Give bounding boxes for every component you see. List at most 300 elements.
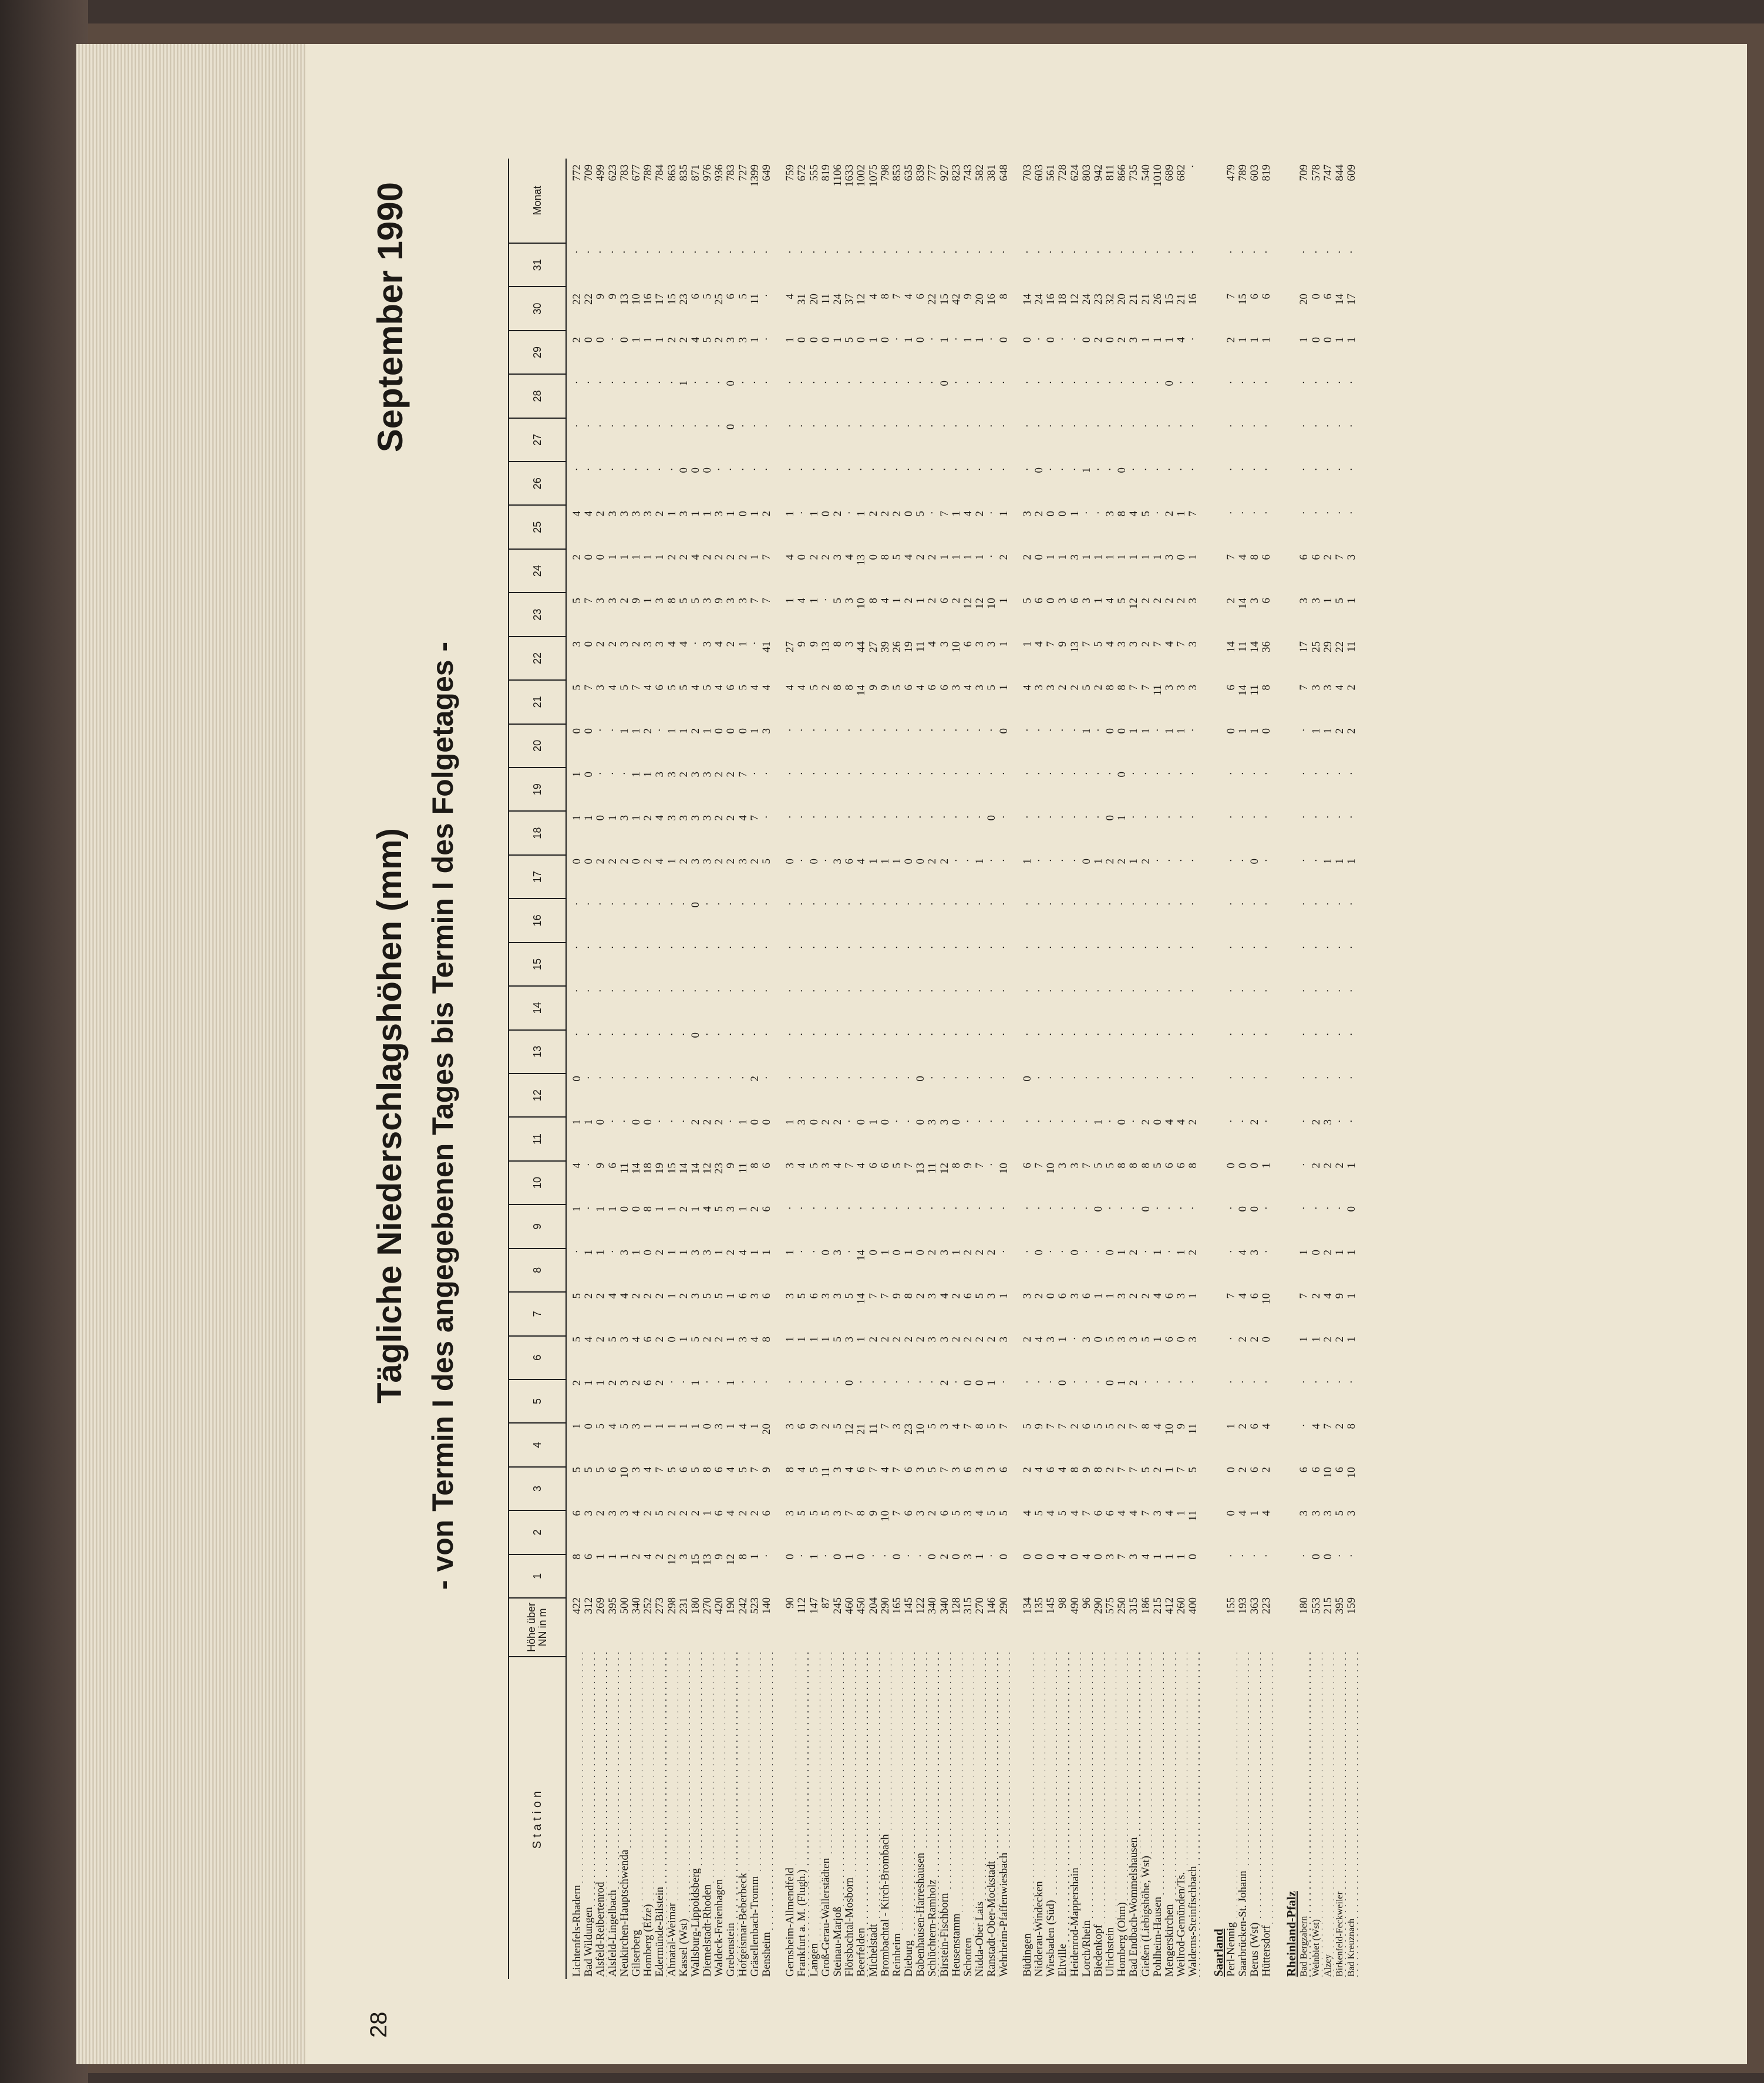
day-value: 4 — [760, 685, 773, 691]
day-value: 0 — [819, 337, 832, 343]
day-value: 3 — [1045, 685, 1058, 691]
day-value: · — [985, 1206, 998, 1210]
day-value: 7 — [1139, 1510, 1152, 1516]
day-value: 0 — [594, 554, 607, 560]
header-day: 6 — [509, 1337, 565, 1380]
day-value: 2 — [1068, 685, 1081, 691]
day-value: 9 — [713, 1554, 726, 1560]
day-value: 8 — [736, 1554, 749, 1560]
day-value: 23 — [677, 294, 690, 305]
station-cell — [939, 1650, 951, 1979]
day-value: 0 — [819, 511, 832, 517]
station-name: Lorch/Rhein — [1080, 1920, 1093, 1977]
header-day: 14 — [509, 987, 565, 1030]
day-value: · — [997, 1206, 1010, 1210]
day-value: 8 — [571, 1554, 583, 1560]
day-value: · — [1298, 728, 1311, 732]
day-value: 1 — [784, 511, 797, 517]
day-value: · — [1139, 815, 1152, 819]
day-value: 3 — [606, 1510, 619, 1516]
day-value: · — [760, 1076, 773, 1080]
day-value: 1 — [1345, 859, 1358, 864]
day-value: 7 — [1080, 641, 1093, 647]
day-value: · — [855, 989, 868, 993]
day-value: 7 — [878, 1424, 891, 1429]
station-height: 242 — [736, 1597, 749, 1614]
day-value: · — [938, 989, 951, 993]
day-value: · — [1021, 424, 1034, 428]
month-total: 703 — [1021, 164, 1034, 181]
day-value: · — [914, 772, 927, 776]
day-value: · — [1068, 902, 1081, 906]
day-value: · — [760, 772, 773, 776]
day-value: 4 — [713, 685, 726, 691]
day-value: 2 — [831, 511, 844, 517]
day-value: 4 — [903, 294, 915, 300]
day-value: · — [962, 902, 974, 906]
day-value: 1 — [629, 772, 642, 778]
day-value: · — [1298, 250, 1311, 254]
day-value: · — [748, 467, 761, 472]
day-value: 11 — [914, 641, 927, 652]
day-value: · — [1045, 859, 1058, 863]
station-cell — [974, 1650, 986, 1979]
station-cell — [1298, 1650, 1310, 1979]
day-value: 7 — [760, 554, 773, 560]
day-value: · — [1032, 1119, 1045, 1123]
day-value: 0 — [1309, 1250, 1322, 1256]
day-value: · — [748, 641, 761, 645]
month-total: 811 — [1104, 164, 1117, 181]
day-value: 1 — [1345, 1250, 1358, 1256]
day-value: 8 — [1187, 1163, 1200, 1169]
day-value: · — [713, 902, 726, 906]
day-value: · — [1151, 1380, 1164, 1384]
day-value: · — [713, 989, 726, 993]
day-value: 2 — [1021, 1467, 1034, 1473]
month-total: 682 — [1175, 164, 1188, 181]
day-value: 1 — [1309, 728, 1322, 734]
day-value: 9 — [867, 1510, 880, 1516]
day-value: 4 — [784, 294, 797, 300]
day-value: 4 — [878, 1467, 891, 1473]
header-day: 13 — [509, 1031, 565, 1074]
day-value: · — [831, 1380, 844, 1384]
day-value: · — [642, 424, 655, 428]
day-value: 2 — [1092, 337, 1105, 343]
day-value: · — [974, 1119, 987, 1123]
day-value: · — [890, 1206, 903, 1210]
day-value: 1 — [606, 1206, 619, 1212]
day-value: · — [760, 815, 773, 819]
day-value: · — [1056, 1119, 1069, 1123]
day-value: · — [736, 902, 749, 906]
day-value: · — [1333, 772, 1346, 776]
day-value: 0 — [1045, 1293, 1058, 1299]
day-value: 1 — [1092, 859, 1105, 864]
day-value: · — [1139, 424, 1152, 428]
station-cell — [1164, 1650, 1176, 1979]
day-value: 0 — [1116, 467, 1129, 473]
day-value: 7 — [843, 1163, 856, 1169]
day-value: · — [796, 902, 809, 906]
day-value: 5 — [665, 1467, 678, 1473]
day-value: · — [1187, 989, 1200, 993]
day-value: · — [855, 945, 868, 950]
day-value: · — [1127, 1206, 1140, 1210]
day-value: · — [606, 1032, 619, 1037]
day-value: 23 — [903, 1424, 915, 1435]
day-value: · — [1021, 728, 1034, 732]
station-cell — [1187, 1650, 1199, 1979]
day-value: · — [962, 1076, 974, 1080]
day-value: · — [878, 424, 891, 428]
day-value: · — [1309, 1380, 1322, 1384]
day-value: 1 — [890, 598, 903, 604]
day-value: 5 — [1092, 641, 1105, 647]
day-value: 0 — [583, 772, 595, 778]
day-value: · — [1080, 1032, 1093, 1037]
day-value: 2 — [642, 1293, 655, 1299]
day-value: 9 — [890, 1293, 903, 1299]
day-value: · — [890, 1076, 903, 1080]
day-value: · — [1080, 424, 1093, 428]
day-value: · — [867, 945, 880, 950]
table-row — [903, 159, 915, 1979]
day-value: 5 — [1139, 1467, 1152, 1473]
day-value: · — [1092, 728, 1105, 732]
day-value: 4 — [1032, 1337, 1045, 1342]
station-name: Bad Endbach-Wommelshausen — [1128, 1837, 1140, 1977]
station-height: 190 — [725, 1597, 738, 1614]
day-value: 1 — [1021, 641, 1034, 647]
day-value: 1 — [1151, 1337, 1164, 1342]
day-value: 0 — [1116, 1119, 1129, 1125]
day-value: · — [926, 1380, 939, 1384]
day-value: · — [1032, 424, 1045, 428]
day-value: · — [1224, 467, 1237, 472]
day-value: · — [1309, 381, 1322, 385]
day-value: 1 — [1092, 1119, 1105, 1125]
day-value: 0 — [1116, 772, 1129, 778]
day-value: 8 — [997, 294, 1010, 300]
header-day: 5 — [509, 1380, 565, 1424]
table-row — [880, 159, 891, 1979]
station-height: 395 — [1333, 1597, 1346, 1614]
day-value: 3 — [938, 1250, 951, 1256]
station-cell — [571, 1650, 583, 1979]
day-value: 3 — [831, 859, 844, 864]
table-row — [868, 159, 880, 1979]
day-value: · — [1187, 859, 1200, 863]
day-value: · — [1116, 989, 1129, 993]
day-value: 3 — [736, 859, 749, 864]
day-value: 7 — [890, 1510, 903, 1516]
day-value: · — [1068, 859, 1081, 863]
station-name: Kassel (Wst) — [678, 1919, 690, 1977]
day-value: · — [1092, 424, 1105, 428]
header-day: 8 — [509, 1249, 565, 1293]
day-value: · — [784, 250, 797, 254]
day-value: · — [1151, 424, 1164, 428]
day-value: 21 — [1127, 294, 1140, 305]
station-name: Babenhausen-Harreshausen — [915, 1852, 927, 1977]
day-value: · — [1345, 424, 1358, 428]
day-value: 5 — [713, 1293, 726, 1299]
day-value: 1 — [606, 815, 619, 821]
day-value: · — [1175, 772, 1188, 776]
day-value: 4 — [725, 1467, 738, 1473]
month-total: 783 — [618, 164, 631, 181]
day-value: · — [819, 1206, 832, 1210]
station-name: Dieburg — [903, 1940, 915, 1977]
day-value: 0 — [807, 337, 820, 343]
day-value: · — [1163, 859, 1176, 863]
day-value: · — [677, 945, 690, 950]
day-value: 1 — [878, 859, 891, 864]
header-day: 21 — [509, 681, 565, 724]
day-value: 5 — [677, 685, 690, 691]
day-value: 25 — [1309, 641, 1322, 652]
day-value: · — [985, 902, 998, 906]
day-value: · — [831, 424, 844, 428]
day-value: 5 — [843, 337, 856, 343]
day-value: 3 — [571, 641, 583, 647]
day-value: · — [736, 945, 749, 950]
day-value: 2 — [1139, 598, 1152, 604]
day-value: · — [1151, 1032, 1164, 1037]
station-name: Saarbrücken-St. Johann — [1237, 1870, 1249, 1977]
station-height: 155 — [1224, 1597, 1237, 1614]
month-total: 1002 — [855, 164, 868, 187]
day-value: · — [1032, 250, 1045, 254]
day-value: · — [962, 424, 974, 428]
day-value: 1 — [583, 1380, 595, 1386]
day-value: · — [819, 1554, 832, 1558]
day-value: 2 — [938, 1554, 951, 1560]
day-value: 3 — [831, 1250, 844, 1256]
day-value: 9 — [629, 598, 642, 604]
day-value: 1 — [748, 554, 761, 560]
station-name: Gernsheim-Allmendfeld — [785, 1867, 797, 1977]
day-value: · — [1092, 467, 1105, 472]
day-value: 0 — [1116, 728, 1129, 734]
day-value: 7 — [1151, 641, 1164, 647]
day-value: 2 — [583, 1293, 595, 1299]
day-value: · — [654, 989, 666, 993]
day-value: · — [1116, 1076, 1129, 1080]
day-value: · — [985, 250, 998, 254]
day-value: 8 — [1260, 685, 1273, 691]
station-cell — [595, 1650, 607, 1979]
day-value: 6 — [926, 685, 939, 691]
day-value: · — [926, 467, 939, 472]
day-value: · — [1321, 511, 1334, 515]
day-value: 14 — [677, 1163, 690, 1174]
day-value: · — [583, 1206, 595, 1210]
day-value: · — [796, 381, 809, 385]
day-value: 3 — [1175, 1293, 1188, 1299]
day-value: · — [1333, 1554, 1346, 1558]
day-value: 0 — [1092, 1337, 1105, 1342]
station-name: Schlüchtern-Ramholz — [927, 1879, 939, 1977]
day-value: 26 — [890, 641, 903, 652]
day-value: · — [748, 250, 761, 254]
day-value: 2 — [760, 511, 773, 517]
day-value: · — [903, 1206, 915, 1210]
day-value: · — [689, 989, 702, 993]
month-total: 976 — [701, 164, 714, 181]
table-row — [1237, 159, 1249, 1979]
day-value: 9 — [796, 641, 809, 647]
table-row — [891, 159, 903, 1979]
day-value: 7 — [1224, 1293, 1237, 1299]
day-value: 4 — [1139, 1554, 1152, 1560]
day-value: 0 — [796, 554, 809, 560]
day-value: · — [1163, 1206, 1176, 1210]
day-value: 3 — [654, 598, 666, 604]
day-value: · — [760, 902, 773, 906]
station-name: Birkenfeld-Feckweiler — [1334, 1892, 1345, 1977]
group-spacer — [1200, 159, 1211, 1979]
day-value: · — [1236, 989, 1249, 993]
day-value: · — [1151, 1076, 1164, 1080]
day-value: 6 — [1248, 294, 1261, 300]
day-value: · — [748, 381, 761, 385]
day-value: 1 — [701, 1510, 714, 1516]
day-value: 4 — [689, 554, 702, 560]
day-value: 2 — [701, 554, 714, 560]
day-value: 1 — [974, 1554, 987, 1560]
station-height: 159 — [1345, 1597, 1358, 1614]
day-value: 4 — [713, 641, 726, 647]
day-value: 1 — [1298, 337, 1311, 343]
day-value: · — [1068, 1206, 1081, 1210]
day-value: · — [1163, 945, 1176, 950]
day-value: 1 — [701, 511, 714, 517]
day-value: · — [1104, 1206, 1117, 1210]
day-value: 1 — [689, 511, 702, 517]
day-value: 2 — [926, 554, 939, 560]
day-value: · — [926, 1206, 939, 1210]
day-value: 3 — [654, 772, 666, 778]
day-value: 1 — [784, 1119, 797, 1125]
day-value: 9 — [807, 641, 820, 647]
day-value: · — [1333, 1380, 1346, 1384]
station-name: Alsfeld-Reibertenrod — [595, 1882, 607, 1977]
day-value: 3 — [985, 641, 998, 647]
day-value: 9 — [807, 1424, 820, 1429]
day-value: · — [1175, 815, 1188, 819]
day-value: 1 — [629, 1250, 642, 1256]
day-value: 2 — [914, 554, 927, 560]
station-cell — [1022, 1650, 1034, 1979]
day-value: · — [606, 902, 619, 906]
day-value: 2 — [701, 1337, 714, 1342]
day-value: 6 — [1056, 1293, 1069, 1299]
month-total: 709 — [1298, 164, 1311, 181]
station-height: 490 — [1068, 1597, 1081, 1614]
day-value: 6 — [1163, 1163, 1176, 1169]
day-value: 3 — [725, 1206, 738, 1212]
day-value: · — [878, 815, 891, 819]
day-value: 14 — [1224, 641, 1237, 652]
day-value: 3 — [938, 641, 951, 647]
day-value: 2 — [594, 1337, 607, 1342]
day-value: 2 — [713, 554, 726, 560]
day-value: · — [1032, 1380, 1045, 1384]
day-value: 0 — [1345, 1206, 1358, 1212]
day-value: 6 — [997, 1467, 1010, 1473]
day-value: · — [736, 1380, 749, 1384]
day-value: 0 — [725, 381, 738, 386]
day-value: 5 — [665, 685, 678, 691]
day-value: 1 — [571, 1119, 583, 1125]
day-value: 4 — [618, 1293, 631, 1299]
day-value: 4 — [583, 511, 595, 517]
day-value: 2 — [926, 1510, 939, 1516]
day-value: · — [1080, 772, 1093, 776]
day-value: 3 — [962, 1554, 974, 1560]
day-value: 1 — [950, 511, 962, 517]
day-value: · — [1151, 945, 1164, 950]
header-day: 12 — [509, 1074, 565, 1118]
month-total: 1106 — [831, 164, 844, 187]
day-value: · — [606, 250, 619, 254]
day-value: 1 — [1175, 511, 1188, 517]
day-value: 5 — [1092, 1424, 1105, 1429]
day-value: · — [796, 1554, 809, 1558]
day-value: 2 — [618, 859, 631, 864]
day-value: · — [736, 1076, 749, 1080]
day-value: · — [1236, 1076, 1249, 1080]
day-value: 3 — [950, 1467, 962, 1473]
day-value: · — [1045, 945, 1058, 950]
day-value: 6 — [1260, 598, 1273, 604]
day-value: 4 — [606, 1293, 619, 1299]
day-value: 8 — [831, 641, 844, 647]
day-value: 2 — [938, 859, 951, 864]
day-value: · — [1151, 902, 1164, 906]
day-value: 5 — [571, 1293, 583, 1299]
day-value: 1 — [1104, 1293, 1117, 1299]
day-value: 2 — [1224, 598, 1237, 604]
station-name: Heidenrod-Mappershain — [1069, 1867, 1081, 1977]
day-value: · — [855, 728, 868, 732]
day-value: 8 — [1248, 554, 1261, 560]
day-value: · — [1056, 859, 1069, 863]
day-value: 3 — [725, 598, 738, 604]
day-value: 3 — [689, 815, 702, 821]
day-value: · — [760, 1554, 773, 1558]
day-value: 1 — [1127, 728, 1140, 734]
day-value: 1 — [594, 1250, 607, 1256]
day-value: 2 — [642, 815, 655, 821]
day-value: · — [926, 728, 939, 732]
table-row — [1069, 159, 1081, 1979]
day-value: 5 — [1104, 1337, 1117, 1342]
day-value: 2 — [654, 1293, 666, 1299]
station-cell — [844, 1650, 856, 1979]
day-value: · — [665, 989, 678, 993]
day-value: · — [1345, 1119, 1358, 1123]
day-value: 6 — [1260, 294, 1273, 300]
day-value: 1 — [642, 1424, 655, 1429]
day-value: 7 — [1127, 685, 1140, 691]
day-value: · — [725, 250, 738, 254]
day-value: · — [1127, 467, 1140, 472]
month-total: 927 — [938, 164, 951, 181]
